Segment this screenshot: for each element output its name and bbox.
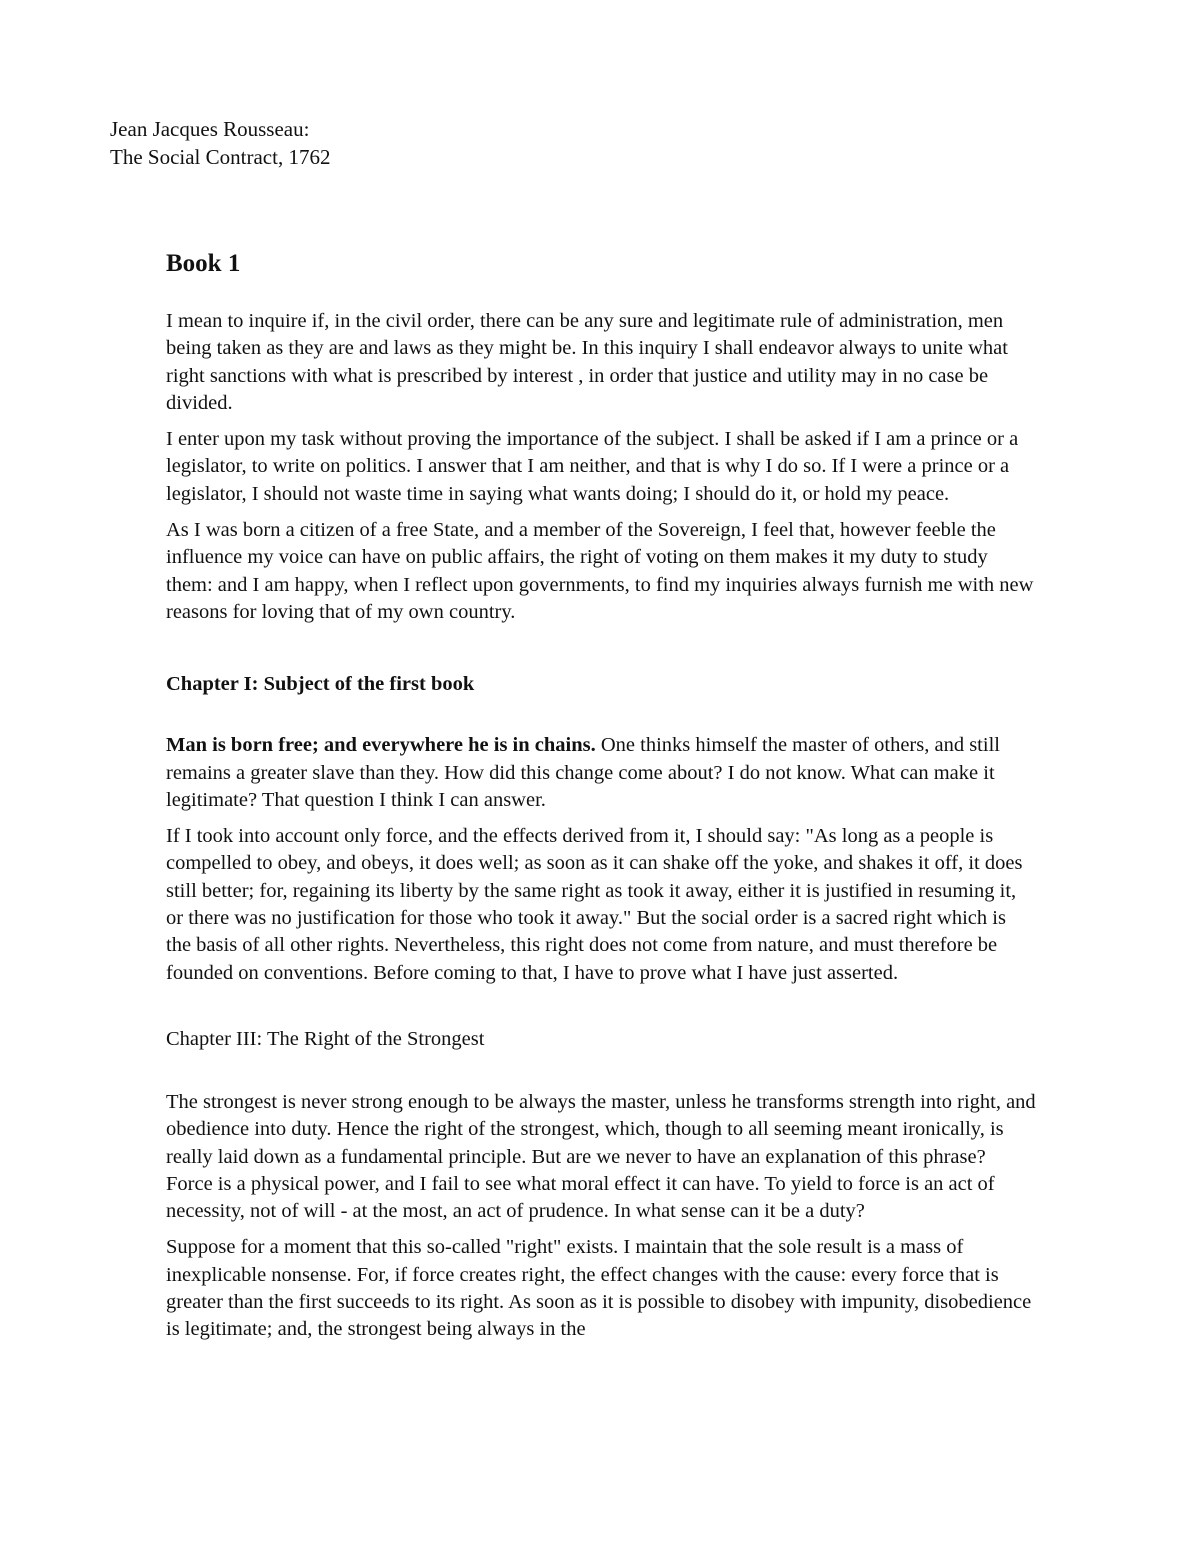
paragraph-text: One thinks himself the master of others, and still remains a greater slave than they. How did this change come about? I do not know. What can make it legitimate? That question I think I can answer. xyxy=(166,734,1000,811)
document-header xyxy=(110,115,330,171)
book-paragraph: I enter upon my task without proving the importance of the subject. I shall be asked if I am a prince or a legislator, to write on politics. I answer that I am neither, and that is why I do so. If I were a prince or a legislator, I should not waste time in saying what wants doing; I should do it, or hold my peace. xyxy=(166,428,1019,505)
lead-sentence: Man is born free; and everywhere he is in chains. xyxy=(166,734,596,757)
chapter-paragraph: Suppose for a moment that this so-called "right" exists. I maintain that the sole result is a mass of inexplicable nonsense. For, if force creates right, the effect changes with the cause: every force that is greater than the first succeeds to its right. As soon as it is possible to disobey with impunity, disobedience is legitimate; and, the strongest being always in the xyxy=(166,1236,1032,1341)
chapter-heading: Chapter III: The Right of the Strongest xyxy=(166,1027,485,1050)
chapter-heading: Chapter I: Subject of the first book xyxy=(166,673,475,696)
book-paragraph: I mean to inquire if, in the civil order, there can be any sure and legitimate rule of administration, men being taken as they are and laws as they might be. In this inquiry I shall endeavor always to unite what right sanctions with what is prescribed by interest , in order that justice and utility may in no case be divided. xyxy=(166,310,1008,414)
work-title-line: The Social Contract, 1762 xyxy=(110,145,331,169)
author-line: Jean Jacques Rousseau: xyxy=(110,117,310,141)
chapter-paragraph: The strongest is never strong enough to be always the master, unless he transforms strength into right, and obedience into duty. Hence the right of the strongest, which, though to all seeming meant ironically, is really laid down as a fundamental principle. But are we never to have an explanation of this phrase? Force is a physical power, and I fail to see what moral effect it can have. To yield to force is an act of necessity, not of will - at the most, an act of prudence. In what sense can it be a duty? xyxy=(166,1090,1036,1223)
document-body xyxy=(166,248,1036,1353)
book-paragraph: As I was born a citizen of a free State, and a member of the Sovereign, I feel that, however feeble the influence my voice can have on public affairs, the right of voting on them makes it my duty to study them: and I am happy, when I reflect upon governments, to find my inquiries always furnish me with new reasons for loving that of my own country. xyxy=(166,519,1034,623)
chapter-paragraph xyxy=(166,732,1036,814)
book-title: Book 1 xyxy=(166,250,241,277)
chapter-paragraph: If I took into account only force, and the effects derived from it, I should say: "As long as a people is compelled to obey, and obeys, it does well; as soon as it can shake off the yoke, and shakes it off, it does still better; for, regaining its liberty by the same right as took it away, either it is justified in resuming it, or there was no justification for those who took it away." But the social order is a sacred right which is the basis of all other rights. Nevertheless, this right does not come from nature, and must therefore be founded on conventions. Before coming to that, I have to prove what I have just asserted. xyxy=(166,825,1023,984)
